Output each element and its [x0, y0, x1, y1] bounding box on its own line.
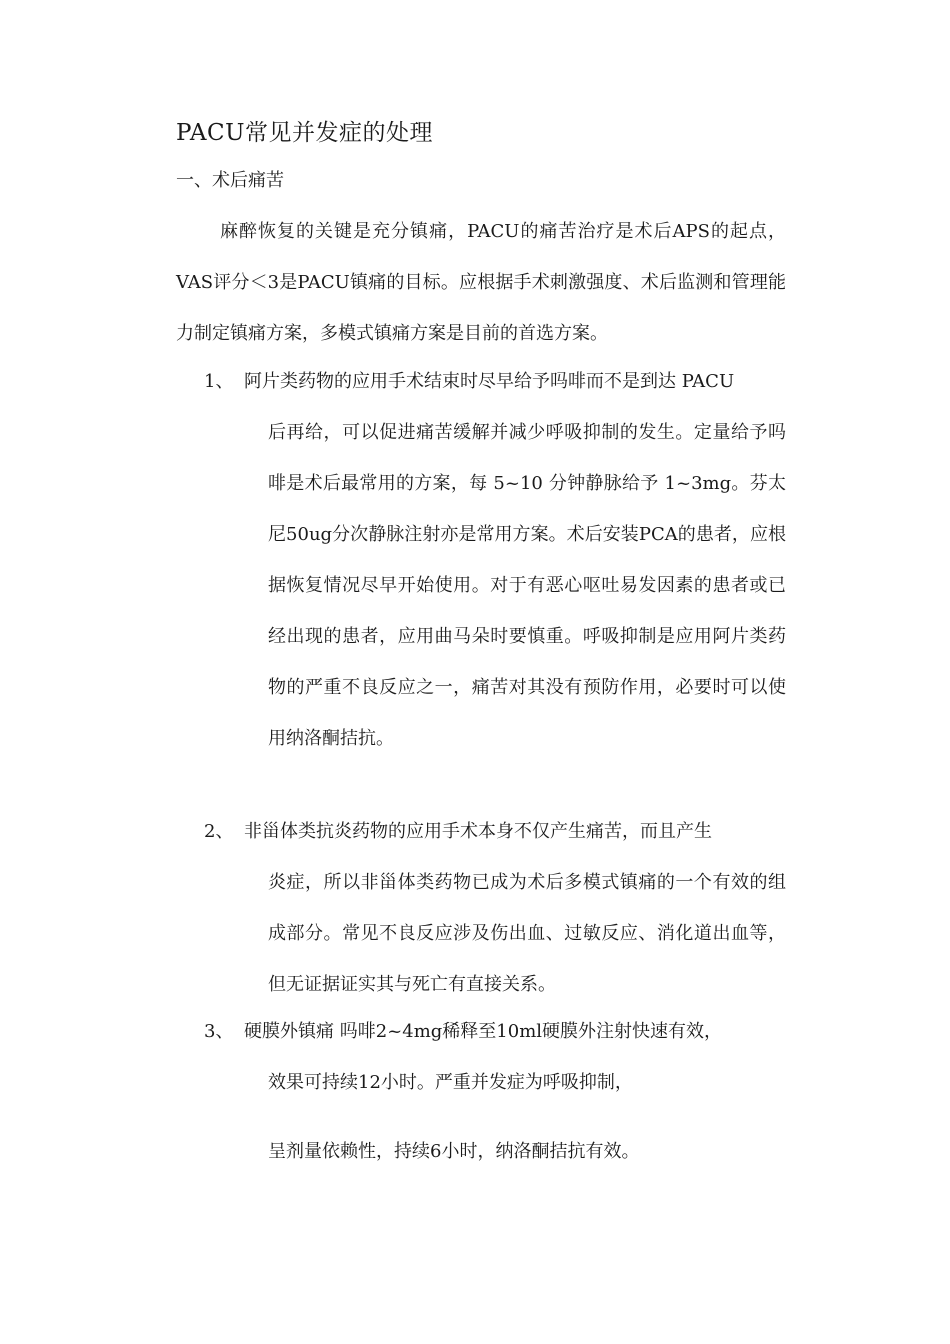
list-item-body: 炎症，所以非甾体类药物已成为术后多模式镇痛的一个有效的组成部分。常见不良反应涉及伤出血、过敏反应、消化道出血等，但无证据证实其与死亡有直接关系。 — [268, 872, 786, 995]
intro-paragraph: 麻醉恢复的关键是充分镇痛，PACU的痛苦治疗是术后APS的起点，VAS评分＜3是PACU镇痛的目标。应根据手术刺激强度、术后监测和管理能力制定镇痛方案，多模式镇痛方案是目前的首选方案。 — [176, 221, 786, 344]
list-item-first-line — [204, 806, 786, 857]
list-item-lead: 非甾体类抗炎药物的应用手术本身不仅产生痛苦，而且产生 — [244, 821, 712, 842]
list-item-first-line — [204, 356, 786, 407]
list-item-first-line — [204, 1006, 786, 1057]
list-item-number: 2、 — [204, 821, 234, 842]
list-item-number: 1、 — [204, 371, 234, 392]
continuation-line: 呈剂量依赖性，持续6小时，纳洛酮拮抗有效。 — [268, 1141, 640, 1162]
list-item-body: 后再给，可以促进痛苦缓解并减少呼吸抑制的发生。定量给予吗啡是术后最常用的方案，每 5~10 分钟静脉给予 1~3mg。芬太尼50ug分次静脉注射亦是常用方案。术后安装PCA的患者，应根据恢复情况尽早开始使用。对于有恶心呕吐易发因素的患者或已经出现的患者，应用曲马朵时要慎重。呼吸抑制是应用阿片类药物的严重不良反应之一，痛苦对其没有预防作用，必要时可以使用纳洛酮拮抗。 — [268, 422, 786, 749]
list-item — [204, 356, 786, 764]
list-item — [204, 1006, 786, 1108]
document-title: PACU常见并发症的处理 — [176, 120, 433, 146]
list-item — [204, 806, 786, 1010]
list-item-lead: 阿片类药物的应用手术结束时尽早给予吗啡而不是到达 PACU — [244, 371, 735, 392]
list-item-number: 3、 — [204, 1021, 234, 1042]
section-heading: 一、术后痛苦 — [176, 170, 284, 191]
list-item-lead: 硬膜外镇痛 吗啡2~4mg稀释至10ml硬膜外注射快速有效， — [244, 1021, 723, 1042]
list-item-body: 效果可持续12小时。严重并发症为呼吸抑制， — [268, 1072, 633, 1093]
